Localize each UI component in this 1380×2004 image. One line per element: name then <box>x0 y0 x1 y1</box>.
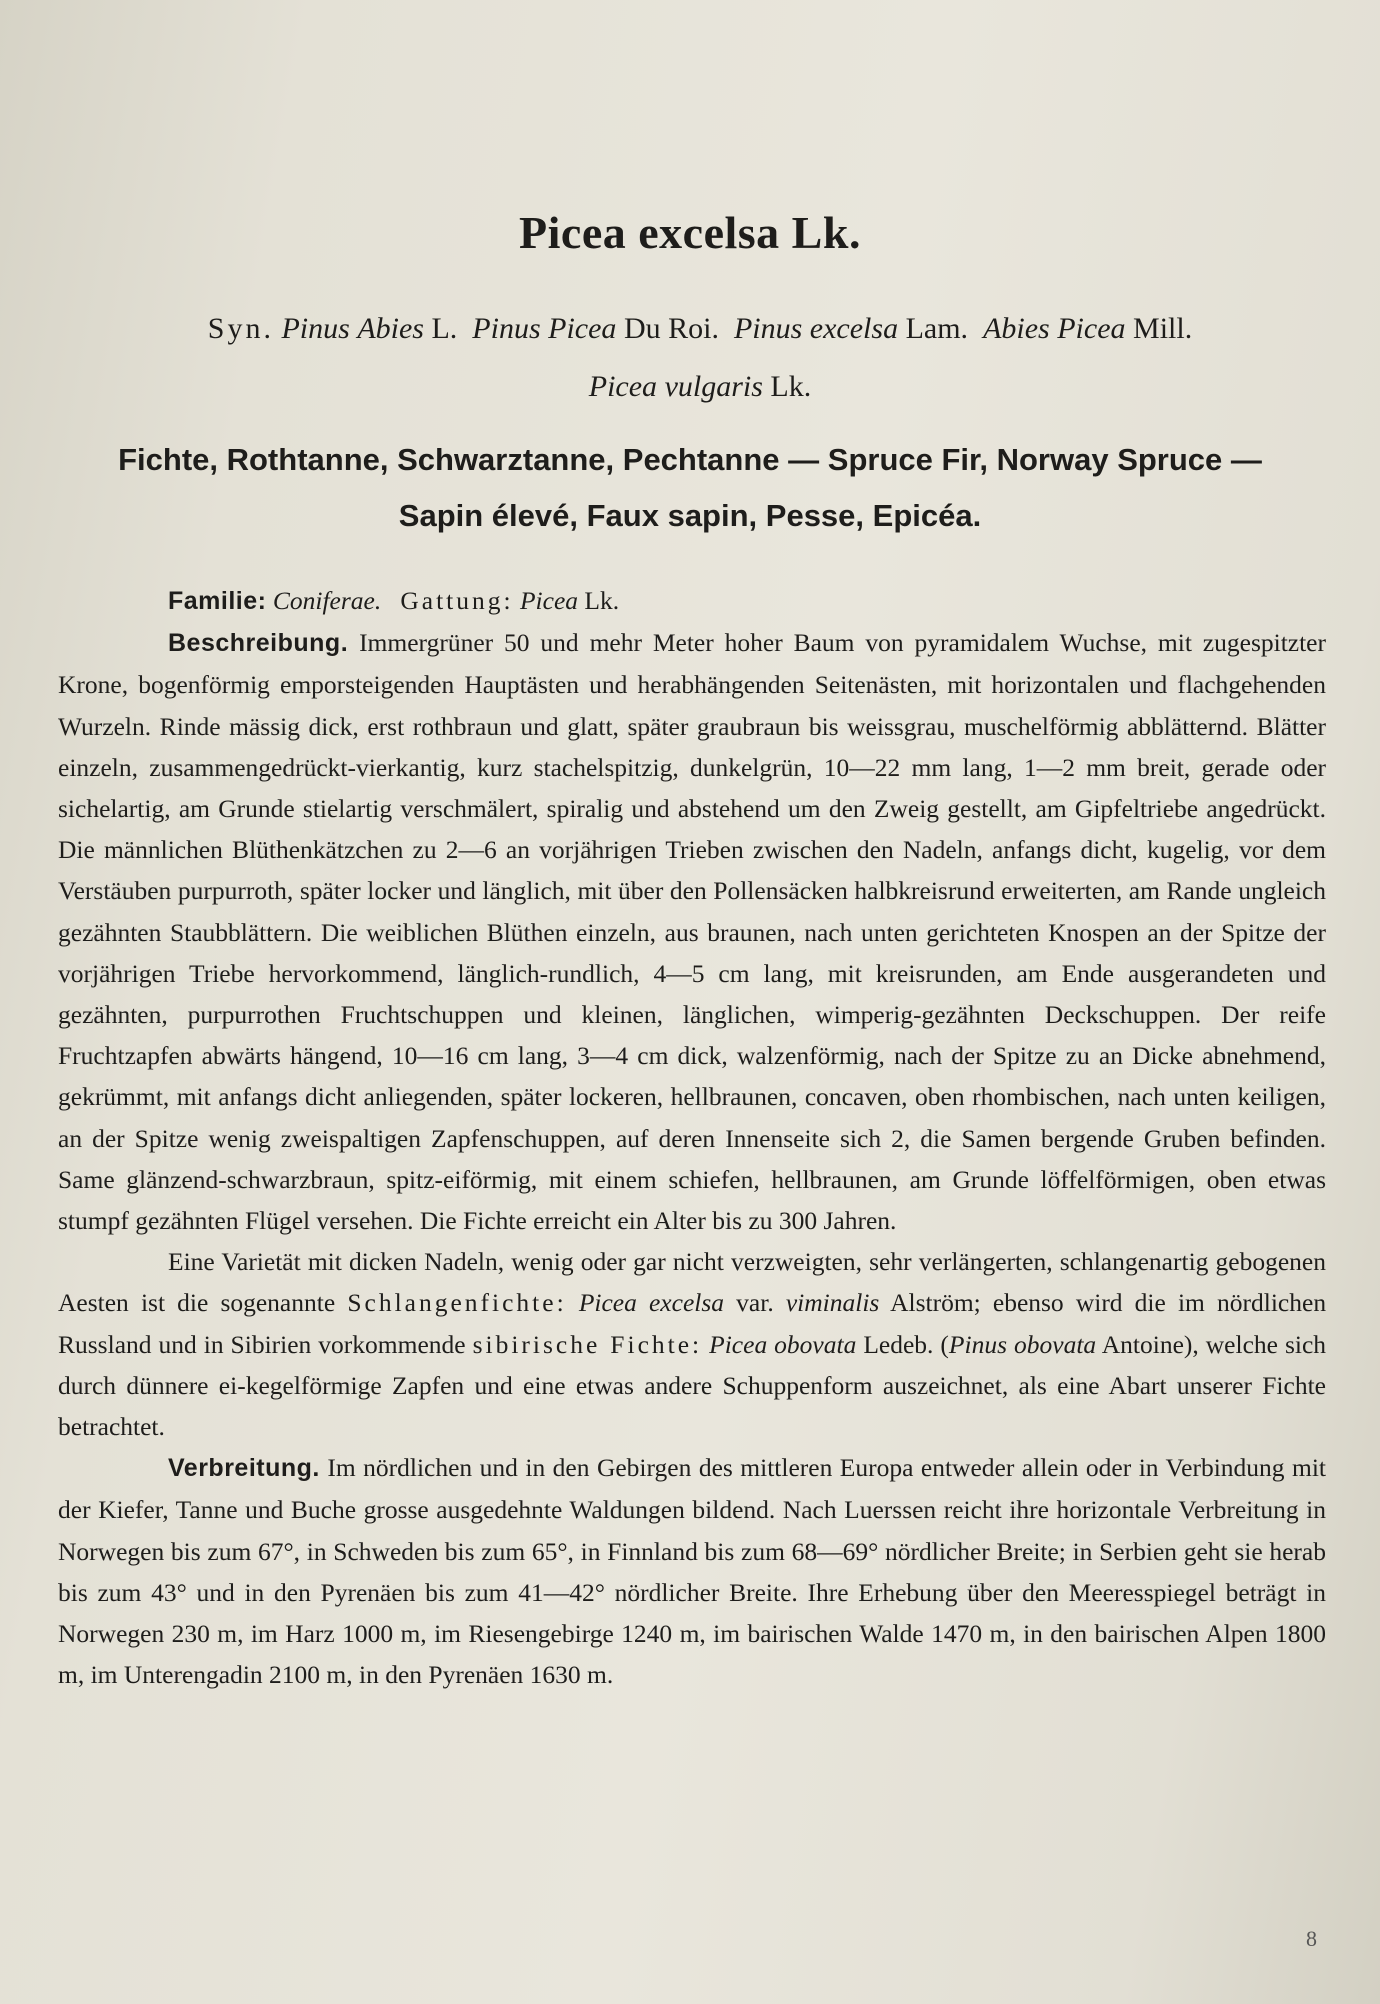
family-value: Coniferae. <box>272 586 382 615</box>
synonym-1-genus: Pinus <box>281 312 350 345</box>
common-names-line-1: Fichte, Rothtanne, Schwarztanne, Pechtanne — Spruce Fir, Norway Spruce — <box>118 442 1262 477</box>
variety-epithet: viminalis <box>785 1288 880 1318</box>
main-text <box>58 580 1326 1695</box>
variety-name-schlangenfichte: Schlangenfichte: <box>347 1288 567 1318</box>
variety-species: Picea excelsa <box>578 1288 725 1318</box>
synonym-4-genus: Abies <box>983 312 1050 345</box>
description-text: Immergrüner 50 und mehr Meter hoher Baum von pyramidalem Wuchse, mit zugespitzter Krone, bogenförmig emporsteigenden Hauptästen und herabhängenden Seitenästen, mit horizontalen und flachgehenden Wurzeln. Rinde mässig dick, erst rothbraun und glatt, später graubraun bis weissgrau, muschelförmig abblätternd. Blätter einzeln, zusammengedrückt-vierkantig, kurz stachelspitzig, dunkelgrün, 10—22 mm lang, 1—2 mm breit, gerade oder sichelartig, am Grunde stielartig verschmälert, spiralig und abstehend um den Zweig gestellt, am Gipfeltriebe angedrückt. Die männlichen Blüthenkätzchen zu 2—6 an vorjährigen Trieben zwischen den Nadeln, anfangs dicht, kugelig, vor dem Verstäuben purpurroth, später locker und länglich, mit über den Pollensäcken halbkreisrund erweiterten, am Rande ungleich gezähnten Staubblättern. Die weiblichen Blüthen einzeln, aus braunen, nach unten gerichteten Knospen an der Spitze der vorjährigen Triebe hervorkommend, länglich-rundlich, 4—5 cm lang, mit kreisrunden, am Ende ausgerandeten und gezähnten, purpurrothen Fruchtschuppen und kleinen, länglichen, wimperig-gezähnten Deckschuppen. Der reife Fruchtzapfen abwärts hängend, 10—16 cm lang, 3—4 cm dick, walzenförmig, nach der Spitze zu an Dicke abnehmend, gekrümmt, mit anfangs dicht anliegenden, später lockeren, hellbraunen, concaven, oben rhombischen, nach unten keiligen, an der Spitze wenig zweispaltigen Zapfenschuppen, auf deren Innenseite sich 2, die Samen bergende Gruben befinden. Same glänzend-schwarzbraun, spitz-eiförmig, mit einem schiefen, hellbraunen, am Grunde löffelförmigen, oben etwas stumpf gezähnten Flügel versehen. Die Fichte erreicht ein Alter bis zu 300 Jahren. <box>58 628 1326 1236</box>
synonym-3-species: excelsa <box>809 312 899 345</box>
synonym-3-author: Lam. <box>905 312 969 345</box>
synonyms-label: Syn. <box>207 312 274 345</box>
description-heading: Beschreibung. <box>168 629 349 658</box>
variety-paragraph <box>58 1241 1326 1447</box>
variety-text-1: Eine Varietät mit dicken Nadeln, wenig oder gar nicht verzweigten, sehr verlängerten, schlangenartig gebogenen Aesten ist die sogenannte <box>58 1247 1326 1318</box>
synonyms <box>100 300 1300 416</box>
family-line <box>58 580 1326 622</box>
synonym-2-species: Picea <box>548 312 617 345</box>
variety-text-3: Antoine), welche sich durch dünnere ei-kegelförmige Zapfen und eine etwas andere Schuppenform auszeichnet, als eine Abart unserer Fichte betrachtet. <box>58 1329 1327 1442</box>
distribution-heading: Verbreitung. <box>168 1454 320 1483</box>
family-label: Familie: <box>168 587 267 615</box>
variety-text-2: Alström; ebenso wird die im nördlichen Russland und in Sibirien vorkommende <box>58 1288 1327 1359</box>
variety-var-label: var. <box>736 1288 774 1318</box>
distribution-text: Im nördlichen und in den Gebirgen des mittleren Europa entweder allein oder in Verbindung mit der Kiefer, Tanne und Buche grosse ausgedehnte Waldungen bildend. Nach Luerssen reicht ihre horizontale Verbreitung in Norwegen bis zum 67°, in Schweden bis zum 65°, in Finnland bis zum 68—69° nördlicher Breite; in Serbien geht sie herab bis zum 43° und in den Pyrenäen bis zum 41—42° nördlicher Breite. Ihre Erhebung über den Meeresspiegel beträgt in Norwegen 230 m, im Harz 1000 m, im Riesengebirge 1240 m, im bairischen Walde 1470 m, in den bairischen Alpen 1800 m, im Unterengadin 2100 m, in den Pyrenäen 1630 m. <box>58 1453 1326 1690</box>
variety-name-sibirische: sibirische Fichte: <box>472 1329 703 1359</box>
distribution-paragraph <box>58 1447 1326 1695</box>
variety-obovata: Picea obovata <box>709 1329 857 1359</box>
variety-ledeb: Ledeb. ( <box>863 1329 949 1359</box>
genus-value: Picea <box>519 586 579 615</box>
synonym-5-species: vulgaris <box>664 370 763 403</box>
genus-author: Lk. <box>584 586 620 615</box>
common-names <box>80 432 1300 544</box>
synonym-3-genus: Pinus <box>733 312 803 345</box>
description-paragraph <box>58 622 1326 1241</box>
synonym-4-author: Mill. <box>1133 312 1193 345</box>
page-title: Picea excelsa Lk. <box>519 207 861 258</box>
synonym-5-author: Lk. <box>770 370 812 403</box>
synonym-4-species: Picea <box>1057 312 1126 345</box>
variety-pinus-obovata: Pinus obovata <box>948 1329 1097 1359</box>
genus-label: Gattung: <box>400 586 514 615</box>
synonym-2-author: Du Roi. <box>623 312 719 345</box>
synonym-1-author: L. <box>431 312 458 345</box>
common-names-line-2: Sapin élevé, Faux sapin, Pesse, Epicéa. <box>398 498 982 533</box>
synonym-1-species: Abies <box>357 312 424 345</box>
synonym-2-genus: Pinus <box>472 312 541 345</box>
page-number: 8 <box>1306 1926 1317 1951</box>
synonym-5-genus: Picea <box>588 370 658 403</box>
